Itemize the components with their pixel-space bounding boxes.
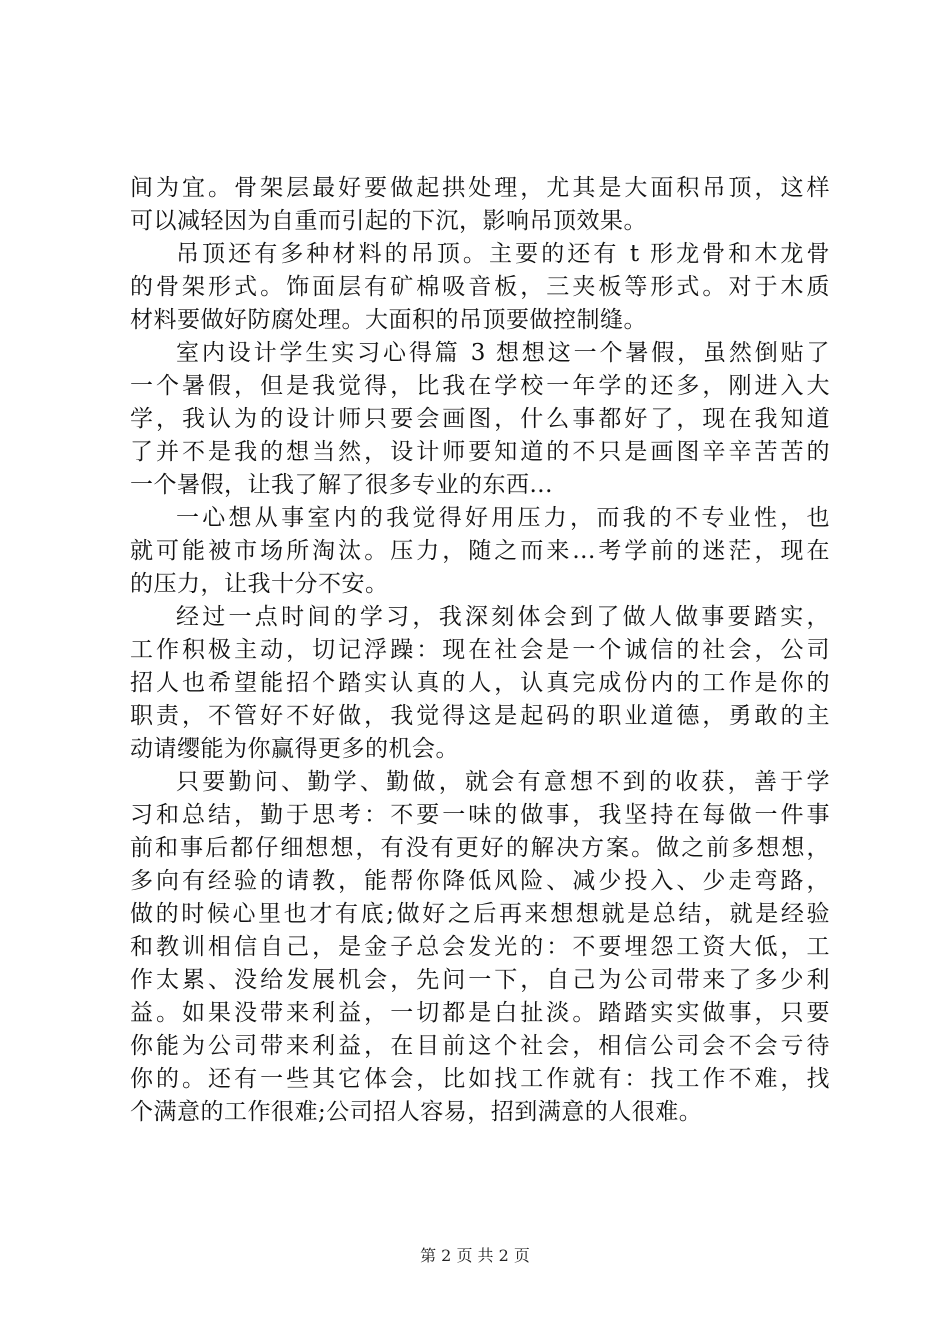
- text-line: 间为宜。骨架层最好要做起拱处理，尤其是大面积吊顶，这样: [130, 175, 830, 201]
- text-line: 吊顶还有多种材料的吊顶。主要的还有 t 形龙骨和木龙骨: [176, 241, 830, 267]
- text-line: 室内设计学生实习心得篇 3 想想这一个暑假，虽然倒贴了: [176, 340, 830, 366]
- text-line: 你能为公司带来利益，在目前这个社会，相信公司会不会亏待: [130, 1033, 830, 1059]
- text-line: 一心想从事室内的我觉得好用压力，而我的不专业性，也: [176, 505, 830, 531]
- text-line: 一个暑假，让我了解了很多专业的东西...: [130, 472, 553, 498]
- text-line: 经过一点时间的学习，我深刻体会到了做人做事要踏实，: [176, 604, 830, 630]
- text-line: 的压力，让我十分不安。: [130, 571, 389, 597]
- body-text: [130, 172, 830, 1129]
- text-line: 和教训相信自己，是金子总会发光的：不要埋怨工资大低，工: [130, 934, 830, 960]
- text-line: 做的时候心里也才有底;做好之后再来想想就是总结，就是经验: [130, 901, 830, 927]
- text-line: 工作积极主动，切记浮躁：现在社会是一个诚信的社会，公司: [130, 637, 830, 663]
- text-line: 可以减轻因为自重而引起的下沉，影响吊顶效果。: [130, 208, 647, 234]
- text-line: 你的。还有一些其它体会，比如找工作就有：找工作不难，找: [130, 1066, 830, 1092]
- page-footer: 第 2 页 共 2 页: [420, 1246, 530, 1265]
- text-line: 学，我认为的设计师只要会画图，什么事都好了，现在我知道: [130, 406, 830, 432]
- text-line: 益。如果没带来利益，一切都是白扯淡。踏踏实实做事，只要: [130, 1000, 830, 1026]
- text-line: 多向有经验的请教，能帮你降低风险、减少投入、少走弯路，: [130, 868, 830, 894]
- text-line: 招人也希望能招个踏实认真的人，认真完成份内的工作是你的: [130, 670, 830, 696]
- text-line: 前和事后都仔细想想，有没有更好的解决方案。做之前多想想，: [130, 835, 830, 861]
- text-line: 了并不是我的想当然，设计师要知道的不只是画图辛辛苦苦的: [130, 439, 830, 465]
- text-line: 的骨架形式。饰面层有矿棉吸音板，三夹板等形式。对于木质: [130, 274, 830, 300]
- text-line: 个满意的工作很难;公司招人容易，招到满意的人很难。: [130, 1099, 703, 1125]
- text-line: 作太累、没给发展机会，先问一下，自己为公司带来了多少利: [130, 967, 830, 993]
- text-line: 动请缨能为你赢得更多的机会。: [130, 736, 459, 762]
- text-line: 习和总结，勤于思考：不要一味的做事，我坚持在每做一件事: [130, 802, 830, 828]
- text-line: 材料要做好防腐处理。大面积的吊顶要做控制缝。: [130, 307, 647, 333]
- text-line: 职责，不管好不好做，我觉得这是起码的职业道德，勇敢的主: [130, 703, 830, 729]
- text-line: 一个暑假，但是我觉得，比我在学校一年学的还多，刚进入大: [130, 373, 830, 399]
- text-line: 就可能被市场所淘汰。压力，随之而来...考学前的迷茫，现在: [130, 538, 830, 564]
- text-line: 只要勤问、勤学、勤做，就会有意想不到的收获，善于学: [176, 769, 830, 795]
